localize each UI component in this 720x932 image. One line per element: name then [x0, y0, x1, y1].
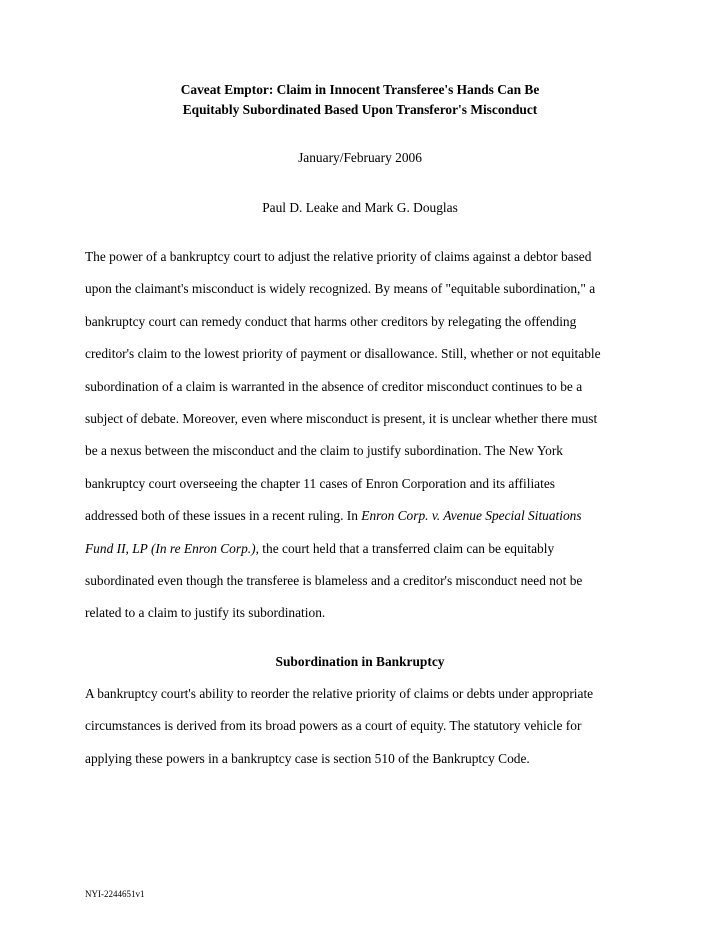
case-citation: Enron Corp. v. Avenue Special Situations [361, 508, 582, 524]
text-line: applying these powers in a bankruptcy case is section 510 of the Bankruptcy Code. [85, 750, 530, 766]
publication-date: January/February 2006 [298, 150, 422, 165]
authors: Paul D. Leake and Mark G. Douglas [262, 200, 458, 215]
text-line: The power of a bankruptcy court to adjust the relative priority of claims against a debtor based [85, 249, 592, 264]
text-line: subject of debate. Moreover, even where misconduct is present, it is unclear whether there must [85, 410, 598, 426]
title-line-1: Caveat Emptor: Claim in Innocent Transferee's Hands Can Be [180, 82, 540, 97]
text-segment: addressed both of these issues in a recent ruling. In [85, 508, 362, 524]
text-line: circumstances is derived from its broad powers as a court of equity. The statutory vehicle for [85, 718, 582, 734]
title-line-2: Equitably Subordinated Based Upon Transferor's Misconduct [182, 102, 538, 117]
text-line: be a nexus between the misconduct and the claim to justify subordination. The New York [85, 443, 564, 459]
text-line: creditor's claim to the lowest priority of payment or disallowance. Still, whether or not equitable [85, 346, 601, 362]
text-line: bankruptcy court can remedy conduct that harms other creditors by relegating the offending [85, 313, 577, 329]
text-line [85, 540, 645, 572]
text-line: subordination of a claim is warranted in the absence of creditor misconduct continues to be a [85, 378, 583, 394]
text-segment: , the court held that a transferred claim can be equitably [255, 540, 555, 556]
text-line [85, 507, 645, 539]
case-citation: Fund II, LP (In re Enron Corp.) [85, 540, 256, 556]
intro-paragraph [85, 248, 645, 637]
text-line: bankruptcy court overseeing the chapter 11 cases of Enron Corporation and its affiliates [85, 475, 556, 491]
section-heading: Subordination in Bankruptcy [275, 654, 445, 669]
text-line: subordinated even though the transferee is blameless and a creditor's misconduct need not be [85, 572, 583, 588]
text-line: related to a claim to justify its subordination. [85, 605, 326, 621]
text-line: upon the claimant's misconduct is widely recognized. By means of "equitable subordination," a [85, 281, 596, 297]
document-id-footer: NYI-2244651v1 [85, 889, 145, 899]
section-paragraph [85, 685, 645, 782]
document-title [0, 80, 720, 120]
text-line: A bankruptcy court's ability to reorder the relative priority of claims or debts under appropriate [85, 686, 594, 701]
